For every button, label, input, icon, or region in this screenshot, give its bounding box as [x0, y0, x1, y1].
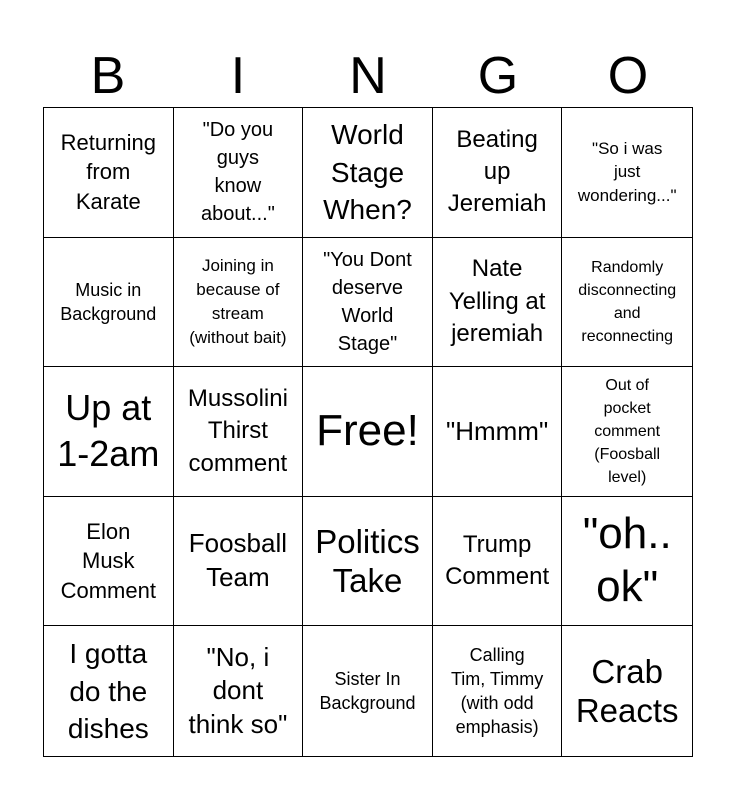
bingo-header	[43, 44, 693, 108]
header-letter-o: O	[607, 47, 649, 105]
bingo-cell[interactable]: "oh.. ok"	[562, 497, 692, 627]
bingo-cell[interactable]: "Hmmm"	[433, 367, 563, 497]
bingo-cell[interactable]: Music in Background	[44, 238, 174, 368]
bingo-cell[interactable]: World Stage When?	[303, 108, 433, 238]
bingo-cell[interactable]: Up at 1-2am	[44, 367, 174, 497]
bingo-cell[interactable]: Crab Reacts	[575, 652, 679, 730]
bingo-cell[interactable]: Randomly disconnecting and reconnecting	[562, 238, 692, 368]
bingo-cell free-space[interactable]: Free!	[303, 367, 433, 497]
bingo-cell[interactable]: Joining in because of stream (without bait)	[174, 238, 304, 368]
bingo-cell[interactable]: Returning from Karate	[44, 108, 174, 238]
bingo-cell[interactable]: Mussolini Thirst comment	[174, 367, 304, 497]
bingo-cell[interactable]: Beating up Jeremiah	[433, 108, 563, 238]
bingo-cell[interactable]: Elon Musk Comment	[44, 497, 174, 627]
bingo-cell[interactable]: "No, i dont think so"	[174, 626, 304, 756]
bingo-grid	[43, 107, 693, 757]
bingo-cell[interactable]: Calling Tim, Timmy (with odd emphasis)	[433, 626, 563, 756]
bingo-cell[interactable]: Politics Take	[303, 497, 433, 627]
bingo-cell[interactable]: "Do you guys know about..."	[174, 108, 304, 238]
bingo-cell[interactable]: Trump Comment	[433, 497, 563, 627]
bingo-cell[interactable]: Out of pocket comment (Foosball level)	[562, 367, 692, 497]
header-letter-n: N	[349, 47, 387, 105]
bingo-cell[interactable]: "You Dont deserve World Stage"	[303, 238, 433, 368]
bingo-cell[interactable]: Nate Yelling at jeremiah	[433, 238, 563, 368]
bingo-cell[interactable]: Foosball Team	[174, 497, 304, 627]
bingo-cell[interactable]: Sister In Background	[303, 626, 433, 756]
bingo-cell[interactable]: "So i was just wondering..."	[562, 108, 692, 238]
header-letter-g: G	[477, 47, 519, 105]
header-letter-i: I	[230, 47, 246, 105]
header-letter-b: B	[90, 47, 126, 105]
bingo-cell[interactable]: I gotta do the dishes	[44, 626, 174, 756]
